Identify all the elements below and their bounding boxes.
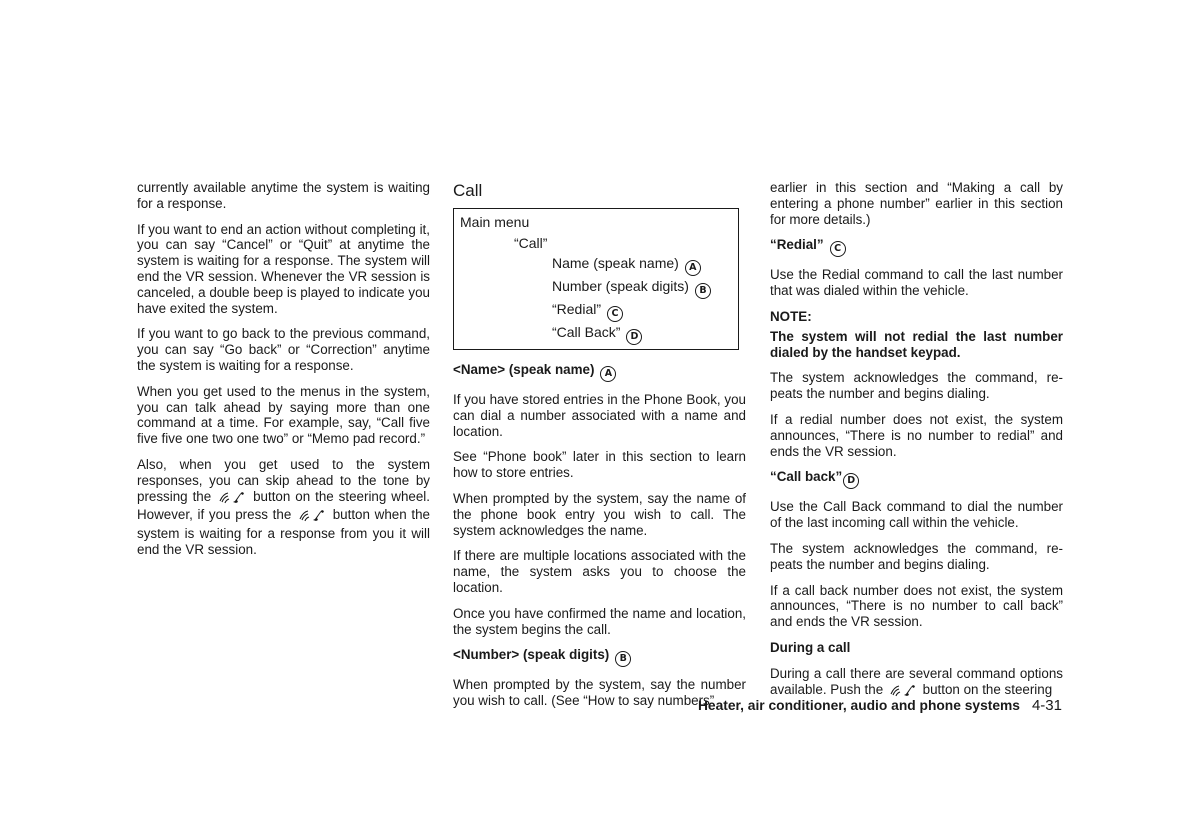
- heading-text: <Name> (speak name): [453, 362, 595, 377]
- text-span: During a call there are several command options available. Push the: [770, 665, 1063, 697]
- paragraph: Once you have confirmed the name and location, the system begins the call.: [453, 605, 746, 637]
- callback-heading: [770, 469, 1063, 489]
- paragraph: Use the Call Back command to dial the number of the last incoming call within the vehicle.: [770, 499, 1063, 531]
- note-label: NOTE:: [770, 308, 812, 324]
- paragraph: See “Phone book” later in this section to learn how to store entries.: [453, 449, 746, 481]
- menu-item-label: “Redial”: [552, 301, 602, 317]
- paragraph: If a redial number does not exist, the system announces, “There is no number to redial” and ends the VR session.: [770, 411, 1063, 459]
- paragraph: When you get used to the menus in the system, you can talk ahead by saying more than one command at a time. For example, say, “Call five five five one two one two” or “Memo pad record.”: [137, 383, 430, 447]
- menu-item-callback: [460, 322, 732, 345]
- text-span: button on the steering: [922, 681, 1053, 697]
- paragraph: When prompted by the system, say the name of the phone book entry you wish to call. The system acknowledges the name.: [453, 490, 746, 538]
- footer-title: Heater, air conditioner, audio and phone systems: [697, 698, 1020, 713]
- voice-phone-icon: [299, 508, 325, 526]
- menu-item-name: [460, 253, 732, 276]
- circled-letter-icon: C: [830, 241, 846, 257]
- column-right: [770, 180, 1063, 710]
- redial-heading: [770, 237, 1063, 257]
- menu-item-label: Number (speak digits): [552, 278, 689, 294]
- column-middle: [453, 180, 746, 719]
- menu-item-label: “Call Back”: [552, 324, 621, 340]
- menu-item-label: Name (speak name): [552, 255, 679, 271]
- heading-text: “Redial”: [770, 237, 824, 253]
- menu-item-number: [460, 276, 732, 299]
- paragraph: Use the Redial command to call the last number that was dialed within the vehicle.: [770, 267, 1063, 299]
- paragraph: If there are multiple locations associated with the name, the system asks you to choose the location.: [453, 548, 746, 595]
- menu-item-redial: [460, 299, 732, 322]
- circled-letter-icon: B: [695, 283, 711, 299]
- menu-tree: [453, 208, 739, 350]
- circled-letter-icon: A: [600, 366, 616, 382]
- circled-letter-icon: B: [615, 651, 631, 667]
- paragraph: currently available anytime the system is waiting for a response.: [137, 180, 430, 211]
- paragraph: If you want to go back to the previous command, you can say “Go back” or “Correction” anytime the system is waiting for a response.: [137, 326, 430, 373]
- paragraph: earlier in this section and “Making a call by entering a phone number” earlier in this section for more details.): [770, 180, 1063, 227]
- page-number: 4-31: [1031, 697, 1062, 714]
- section-title: Call: [453, 181, 483, 200]
- menu-root: Main menu: [460, 214, 530, 230]
- paragraph: The system acknowledges the command, re-peats the number and begins dialing.: [770, 370, 1063, 402]
- circled-letter-icon: D: [843, 473, 859, 489]
- menu-call: “Call”: [514, 234, 548, 251]
- paragraph: [770, 666, 1063, 701]
- text-span: Also, when you get used to the system responses, you can skip ahead to the tone by pressing the: [137, 456, 430, 504]
- circled-letter-icon: C: [607, 306, 623, 322]
- text-span: button when the system is waiting for a response from you it will end the VR session.: [137, 507, 430, 557]
- during-call-heading: During a call: [770, 639, 851, 655]
- voice-phone-icon: [219, 490, 245, 508]
- paragraph: If you want to end an action without completing it, you can say “Cancel” or “Quit” at anytime the system is waiting for a response. The system will end the VR session. Whenever the VR session is canceled, a double beep is played to indicate you have exited the system.: [137, 221, 430, 316]
- heading-text: “Call back”: [770, 469, 843, 485]
- circled-letter-icon: D: [626, 329, 642, 345]
- paragraph: If a call back number does not exist, the system announces, “There is no number to call back” and ends the VR session.: [770, 582, 1063, 630]
- paragraph: The system acknowledges the command, re-peats the number and begins dialing.: [770, 540, 1063, 572]
- paragraph: If you have stored entries in the Phone Book, you can dial a number associated with a name and location.: [453, 392, 746, 439]
- note-text: The system will not redial the last number dialed by the handset keypad.: [770, 328, 1063, 360]
- name-heading: [453, 362, 746, 382]
- number-heading: [453, 647, 746, 667]
- circled-letter-icon: A: [685, 260, 701, 276]
- page-footer: [600, 697, 1062, 715]
- heading-text: <Number> (speak digits): [453, 647, 610, 663]
- column-left: [137, 180, 430, 568]
- paragraph: [137, 457, 430, 558]
- text-span: button on the steering wheel. However, if you press the: [137, 488, 430, 523]
- paragraph: When prompted by the system, say the number you wish to call. (See “How to say numbers”: [453, 677, 746, 709]
